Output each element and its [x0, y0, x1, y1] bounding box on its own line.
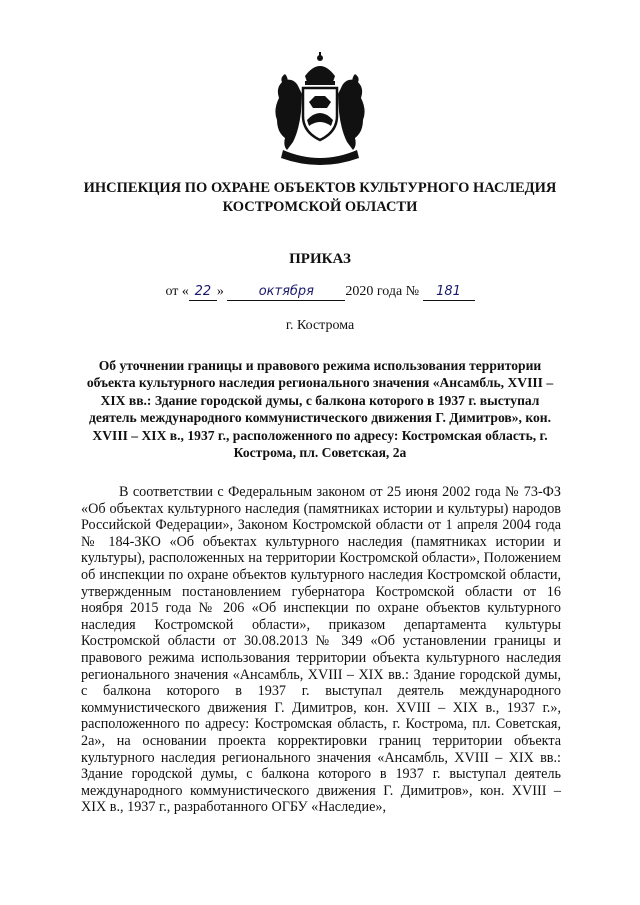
date-mid: » [216, 284, 224, 299]
order-subject: Об уточнении границы и правового режима использования территории объекта культурного наследия регионального значения «Ансамбль, XVIII – XIX вв.: Здание городской думы, с балкона которого в 1937 г. выступал деятель международного коммунистического движения Г. Димитров», кон. XVIII – XIX в., 1937 г., расположенного по адресу: Костромская область, г. Кострома, пл. Советская, 2а [86, 358, 554, 461]
organization-name: ИНСПЕКЦИЯ ПО ОХРАНЕ ОБЪЕКТОВ КУЛЬТУРНОГО НАСЛЕДИЯ КОСТРОМСКОЙ ОБЛАСТИ [83, 180, 557, 215]
handwritten-day: 22 [189, 284, 217, 301]
date-prefix: от « [165, 284, 189, 299]
body-paragraph: В соответствии с Федеральным законом от 25 июня 2002 года № 73-ФЗ «Об объектах культурного наследия (памятниках истории и культуры) народов Российской Федерации», Законом Костромской области от 1 апреля 2004 года № 184-ЗКО «Об объектах культурного наследия (памятниках истории и культуры), расположенных на территории Костромской области», Положением об инспекции по охране объектов культурного наследия Костромской области, утвержденным постановлением губернатора Костромской области от 16 ноября 2015 года № 206 «Об инспекции по охране объектов культурного наследия Костромской области», приказом департамента культуры Костромской области от 30.08.2013 № 349 «Об установлении границы и правового режима использования территории объекта культурного наследия регионального значения «Ансамбль, XVIII – XIX вв.: Здание городской думы, с балкона которого в 1937 г. выступал деятель международного коммунистического движения Г. Димитров, кон. XVIII – XIX в., 1937 г.», расположенного по адресу: Костромская область, г. Кострома, пл. Советская, 2а», на основании проекта корректировки границ территории объекта культурного наследия регионального значения «Ансамбль, XVIII – XIX вв.: Здание городской думы, с балкона которого в 1937 г. выступал деятель международного коммунистического движения Г. Димитров», кон. XVIII – XIX в., 1937 г., разработанного ОГБУ «Наследие», [81, 484, 561, 816]
year-text: 2020 года № [345, 284, 420, 299]
order-date-number-line [130, 284, 510, 301]
handwritten-order-number: 181 [423, 284, 475, 301]
handwritten-month: октября [227, 284, 345, 301]
document-title: ПРИКАЗ [289, 251, 351, 267]
city-line: г. Кострома [285, 318, 355, 333]
coat-of-arms-icon [269, 50, 371, 170]
